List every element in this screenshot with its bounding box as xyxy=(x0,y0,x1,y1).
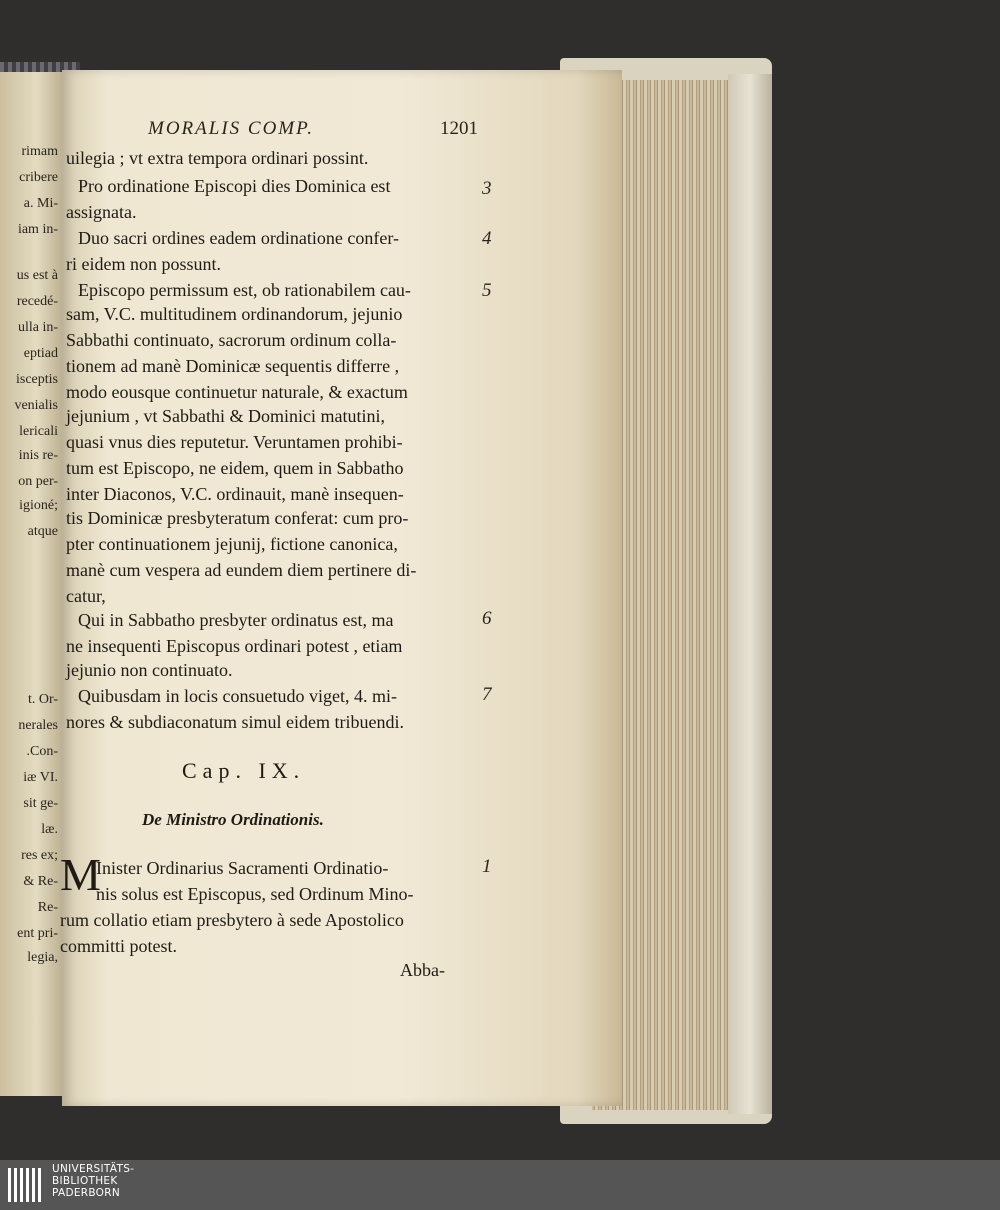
library-name-line3: PADERBORN xyxy=(52,1187,120,1199)
left-page-text-fragment: sit ge- xyxy=(23,796,58,811)
text-line: nis solus est Episcopus, sed Ordinum Mino- xyxy=(96,884,414,904)
left-page-text-fragment: venialis xyxy=(14,398,58,413)
margin-number: 4 xyxy=(482,228,492,249)
left-page-text-fragment: Re- xyxy=(37,900,58,915)
text-line: rum collatio etiam presbytero à sede Apostolico xyxy=(60,910,404,930)
footer-bar xyxy=(0,1160,1000,1210)
text-line: Episcopo permissum est, ob rationabilem cau- xyxy=(78,280,411,300)
text-line: Sabbathi continuato, sacrorum ordinum colla- xyxy=(66,330,397,350)
text-line: tis Dominicæ presbyteratum conferat: cum pro- xyxy=(66,508,409,528)
text-line: Pro ordinatione Episcopi dies Dominica est xyxy=(78,176,391,196)
text-line: Duo sacri ordines eadem ordinatione confer- xyxy=(78,228,400,248)
text-line: committi potest. xyxy=(60,936,177,956)
catchword: Abba- xyxy=(400,960,445,980)
text-line: catur, xyxy=(66,586,106,606)
text-line: tionem ad manè Dominicæ sequentis differre , xyxy=(66,356,400,376)
text-line: uilegia ; vt extra tempora ordinari possint. xyxy=(66,148,369,168)
left-page-text-fragment: isceptis xyxy=(16,372,58,387)
margin-number: 7 xyxy=(482,684,492,705)
text-line: ne insequenti Episcopus ordinari potest , etiam xyxy=(66,636,403,656)
left-page-text-fragment: igioné; xyxy=(19,498,58,513)
left-page-text-fragment: læ. xyxy=(41,822,58,837)
vellum-cover xyxy=(728,74,772,1114)
left-page-text-fragment: atque xyxy=(27,524,58,539)
left-page-text-fragment: iam in- xyxy=(17,222,58,237)
left-page-text-fragment: us est à xyxy=(16,268,58,283)
left-page-text-fragment: eptiad xyxy=(23,346,58,361)
text-line: nores & subdiaconatum simul eidem tribuendi. xyxy=(66,712,404,732)
text-line: assignata. xyxy=(66,202,137,222)
text-line: jejunium , vt Sabbathi & Dominici matutini, xyxy=(66,406,385,426)
text-line: Qui in Sabbatho presbyter ordinatus est, ma xyxy=(78,610,394,630)
left-page-text-fragment: legia, xyxy=(27,950,58,965)
library-name-line2: BIBLIOTHEK xyxy=(52,1175,118,1187)
text-line: sam, V.C. multitudinem ordinandorum, jejunio xyxy=(66,304,403,324)
chapter-subtitle: De Ministro Ordinationis. xyxy=(142,810,324,829)
text-line: Quibusdam in locis consuetudo viget, 4. mi- xyxy=(78,686,397,706)
left-page-text-fragment: t. Or- xyxy=(27,692,58,707)
left-page-text-fragment: on per- xyxy=(18,474,58,489)
text-line: tum est Episcopo, ne eidem, quem in Sabbatho xyxy=(66,458,404,478)
left-page-text-fragment: lericali xyxy=(19,424,58,439)
left-page-text-fragment: inis re- xyxy=(18,448,58,463)
text-line: Inister Ordinarius Sacramenti Ordinatio- xyxy=(96,858,389,878)
left-page-text-fragment: recedé- xyxy=(16,294,58,309)
left-page-text-fragment: ent pri- xyxy=(17,926,58,941)
left-page-text-fragment: ulla in- xyxy=(17,320,58,335)
margin-number: 6 xyxy=(482,608,492,629)
left-page-text-fragment: a. Mi- xyxy=(23,196,58,211)
chapter-heading: Cap. IX. xyxy=(182,758,306,783)
left-page-text-fragment: .Con- xyxy=(26,744,58,759)
margin-number: 1 xyxy=(482,856,492,877)
text-line: pter continuationem jejunij, fictione canonica, xyxy=(66,534,398,554)
left-page-text-fragment: rimam xyxy=(21,144,58,159)
margin-number: 3 xyxy=(482,178,492,199)
left-page-text-fragment: iæ VI. xyxy=(23,770,58,785)
left-page-text-fragment: cribere xyxy=(19,170,58,185)
library-name-line1: UNIVERSITÄTS- xyxy=(52,1163,135,1175)
text-line: ri eidem non possunt. xyxy=(66,254,221,274)
drop-capital: M xyxy=(60,849,101,900)
text-line: modo eousque continuetur naturale, & exactum xyxy=(66,382,408,402)
text-line: inter Diaconos, V.C. ordinauit, manè insequen- xyxy=(66,484,404,504)
library-name xyxy=(52,1163,134,1199)
text-line: jejunio non continuato. xyxy=(66,660,233,680)
margin-number: 5 xyxy=(482,280,492,301)
library-logo-icon xyxy=(6,1164,46,1206)
left-page-text-fragment: nerales xyxy=(18,718,58,733)
text-line: manè cum vespera ad eundem diem pertinere di- xyxy=(66,560,417,580)
page-number: 1201 xyxy=(440,118,478,139)
left-page-text-fragment: res ex; xyxy=(21,848,58,863)
running-head: MORALIS COMP. xyxy=(148,118,315,139)
text-line: quasi vnus dies reputetur. Veruntamen prohibi- xyxy=(66,432,403,452)
left-page-text-fragment: & Re- xyxy=(23,874,58,889)
left-page-fragment xyxy=(0,66,66,1096)
